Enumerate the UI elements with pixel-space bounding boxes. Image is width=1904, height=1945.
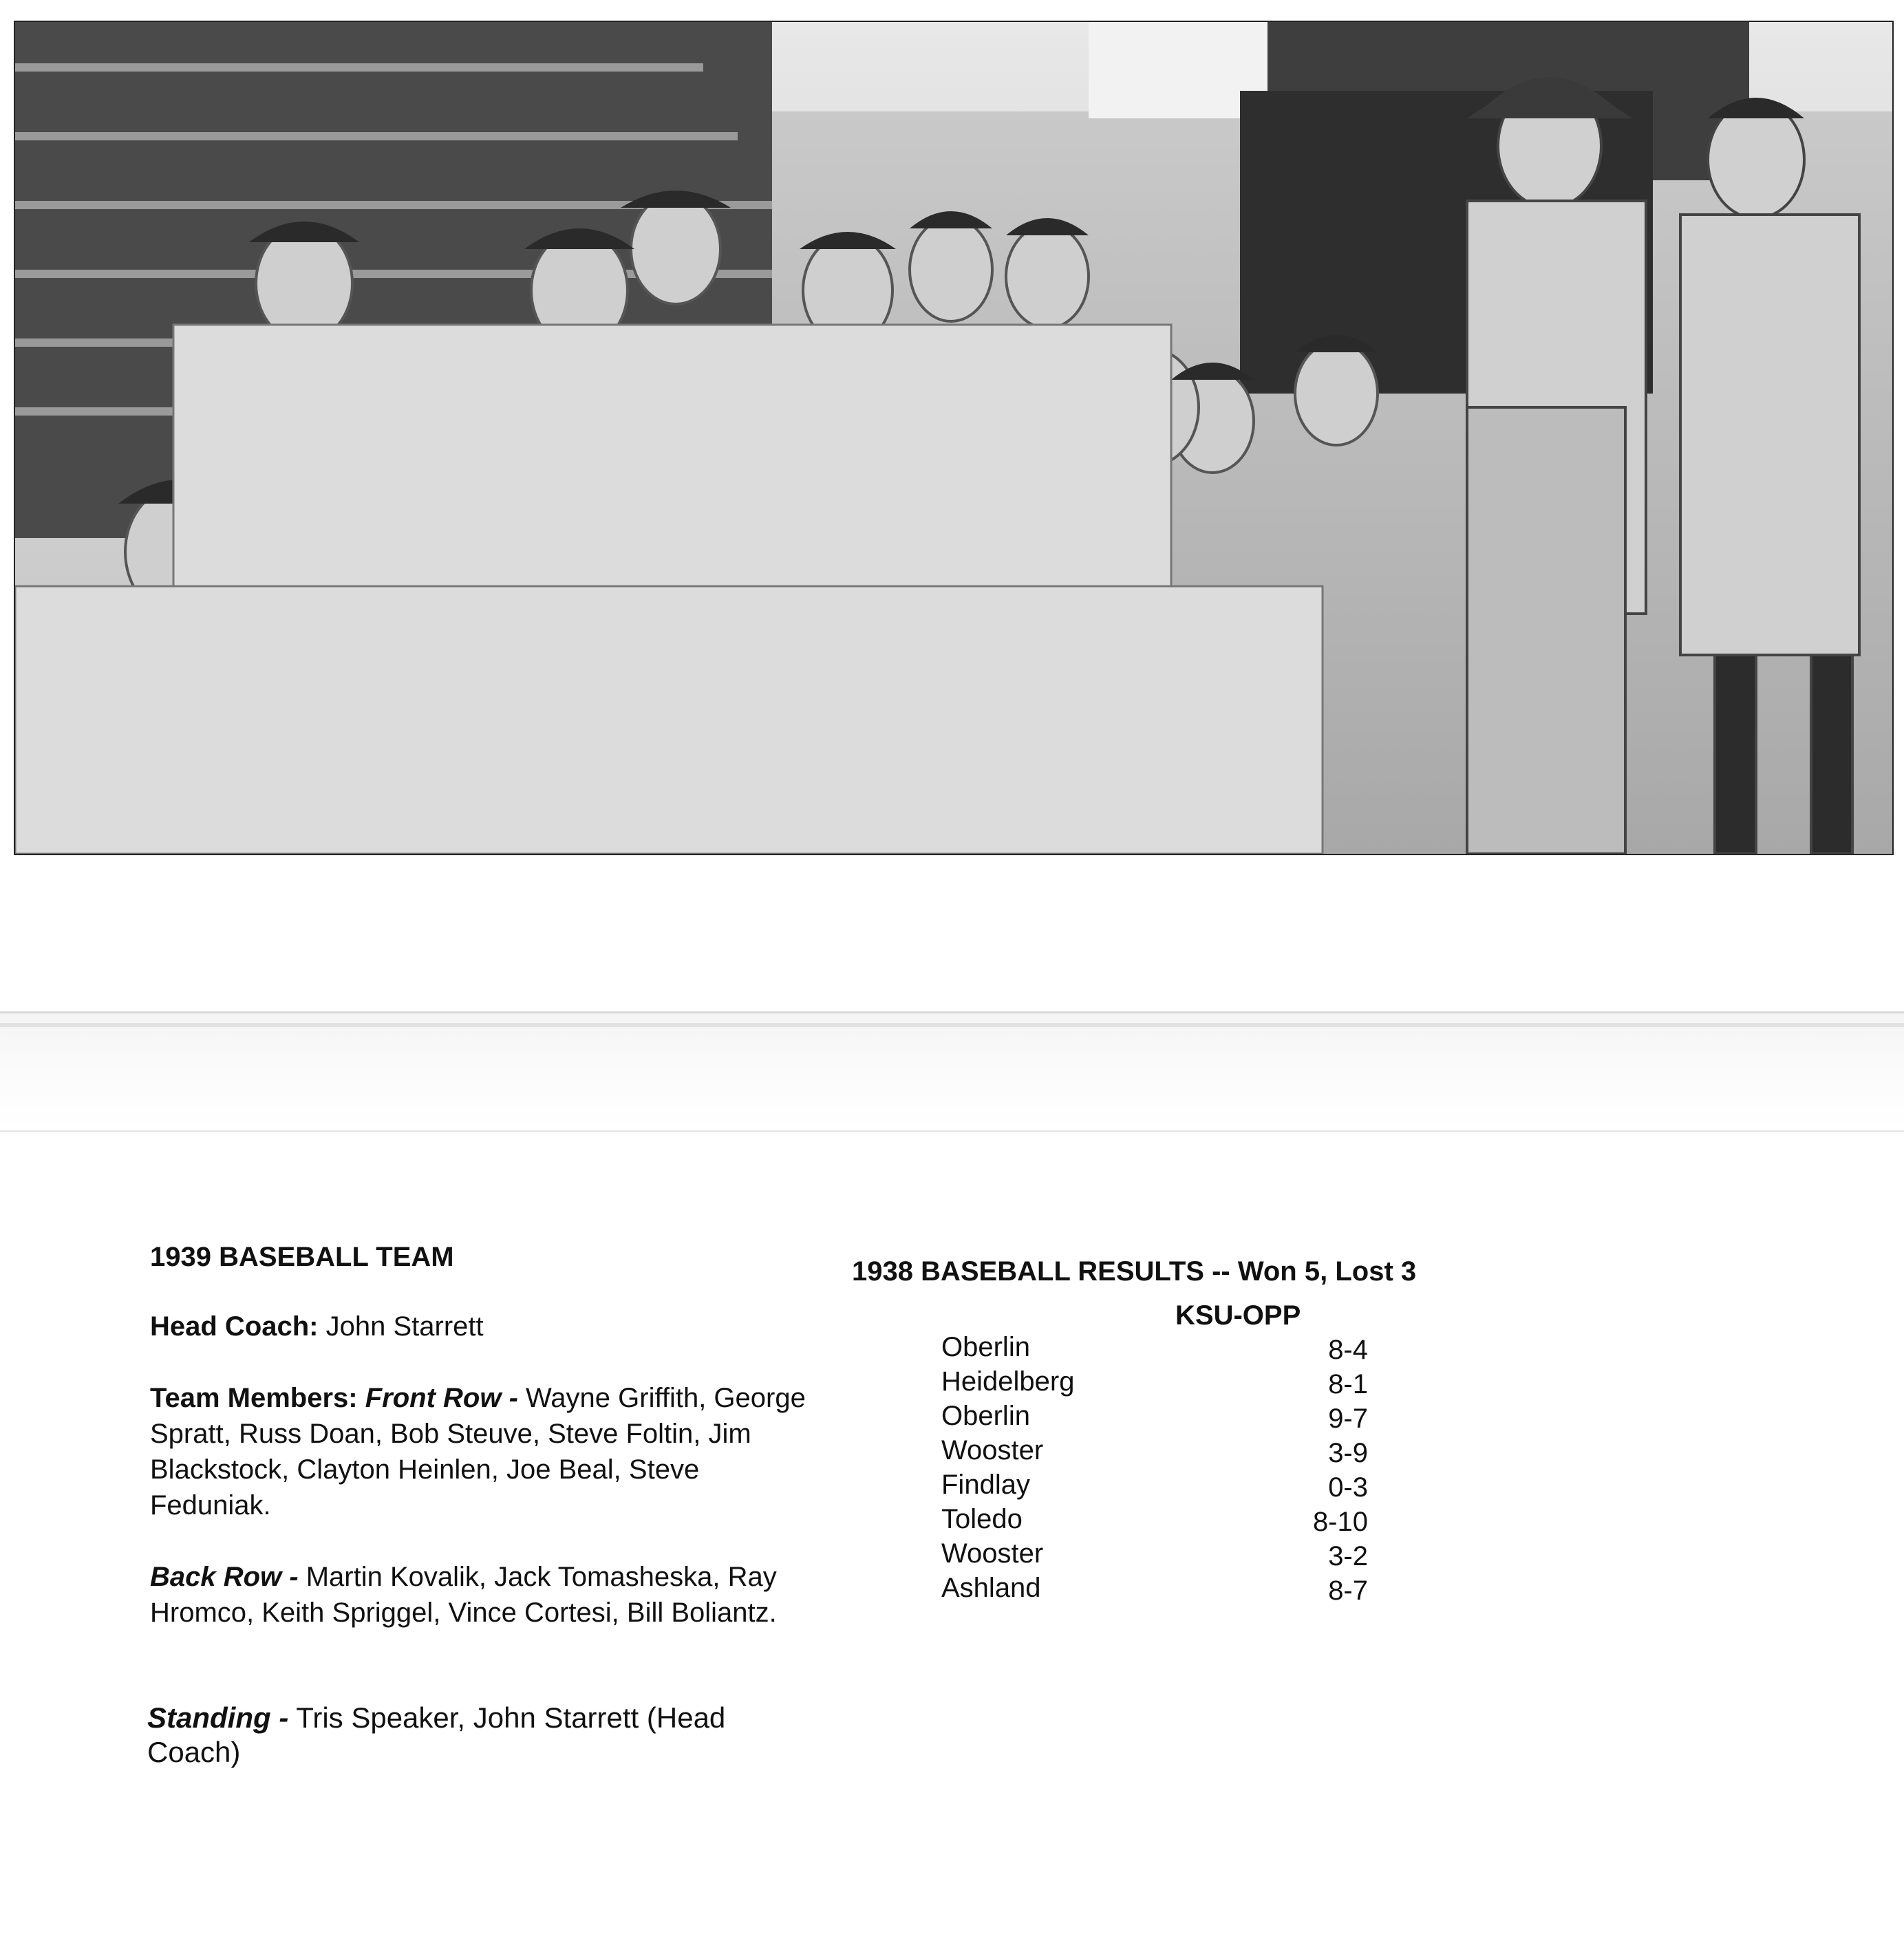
head-coach-label: Head Coach: — [150, 1311, 319, 1342]
opponent-name: Wooster — [941, 1538, 1044, 1569]
standing-names: Tris Speaker, John Starrett (Head Coach) — [147, 1701, 726, 1768]
result-row — [941, 1401, 1464, 1435]
result-row — [941, 1332, 1464, 1366]
opponent-name: Toledo — [941, 1504, 1023, 1534]
game-score: 8-4 — [1328, 1335, 1368, 1365]
front-row-label: Front Row - — [365, 1383, 518, 1413]
result-row — [941, 1435, 1464, 1470]
results-list — [941, 1332, 1464, 1607]
result-row — [941, 1573, 1464, 1607]
paper-crease — [0, 1023, 1904, 1027]
front-row-names: Wayne Griffith, George Spratt, Russ Doan, Bob Steuve, Steve Foltin, Jim Blackstock, Clayton Heinlen, Joe Beal, Steve Feduniak. — [150, 1383, 806, 1520]
head-coach-line — [150, 1309, 824, 1344]
game-score: 8-7 — [1328, 1576, 1368, 1606]
front-row-paragraph — [150, 1380, 824, 1523]
score-header: KSU-OPP — [1175, 1300, 1301, 1331]
team-info — [150, 1242, 824, 1631]
back-row-names: Martin Kovalik, Jack Tomasheska, Ray Hromco, Keith Spriggel, Vince Cortesi, Bill Boliantz. — [150, 1562, 777, 1628]
game-score: 8-10 — [1312, 1507, 1368, 1537]
opponent-name: Wooster — [941, 1435, 1044, 1465]
standing-label: Standing - — [147, 1701, 289, 1734]
game-score: 9-7 — [1328, 1404, 1368, 1434]
team-photo-image — [15, 22, 1892, 854]
opponent-name: Findlay — [941, 1470, 1030, 1500]
back-row-label: Back Row - — [150, 1562, 299, 1592]
opponent-name: Oberlin — [941, 1401, 1030, 1431]
opponent-name: Ashland — [941, 1573, 1041, 1603]
team-photo — [14, 21, 1894, 855]
opponent-name: Heidelberg — [941, 1366, 1075, 1397]
back-row-paragraph — [150, 1559, 824, 1631]
result-row — [941, 1538, 1464, 1573]
game-score: 3-2 — [1328, 1541, 1368, 1571]
opponent-name: Oberlin — [941, 1332, 1030, 1362]
results-title: 1938 BASEBALL RESULTS -- Won 5, Lost 3 — [852, 1256, 1417, 1287]
game-score: 0-3 — [1328, 1472, 1368, 1503]
standing-paragraph — [147, 1701, 753, 1770]
result-row — [941, 1470, 1464, 1504]
results-section — [852, 1256, 1471, 1606]
game-score: 8-1 — [1328, 1369, 1368, 1399]
team-members-label: Team Members: — [150, 1383, 358, 1413]
head-coach-name: John Starrett — [325, 1311, 484, 1342]
paper-edge — [0, 1011, 1904, 1132]
game-score: 3-9 — [1328, 1438, 1368, 1468]
result-row — [941, 1366, 1464, 1401]
team-title: 1939 BASEBALL TEAM — [150, 1242, 454, 1272]
result-row — [941, 1504, 1464, 1538]
